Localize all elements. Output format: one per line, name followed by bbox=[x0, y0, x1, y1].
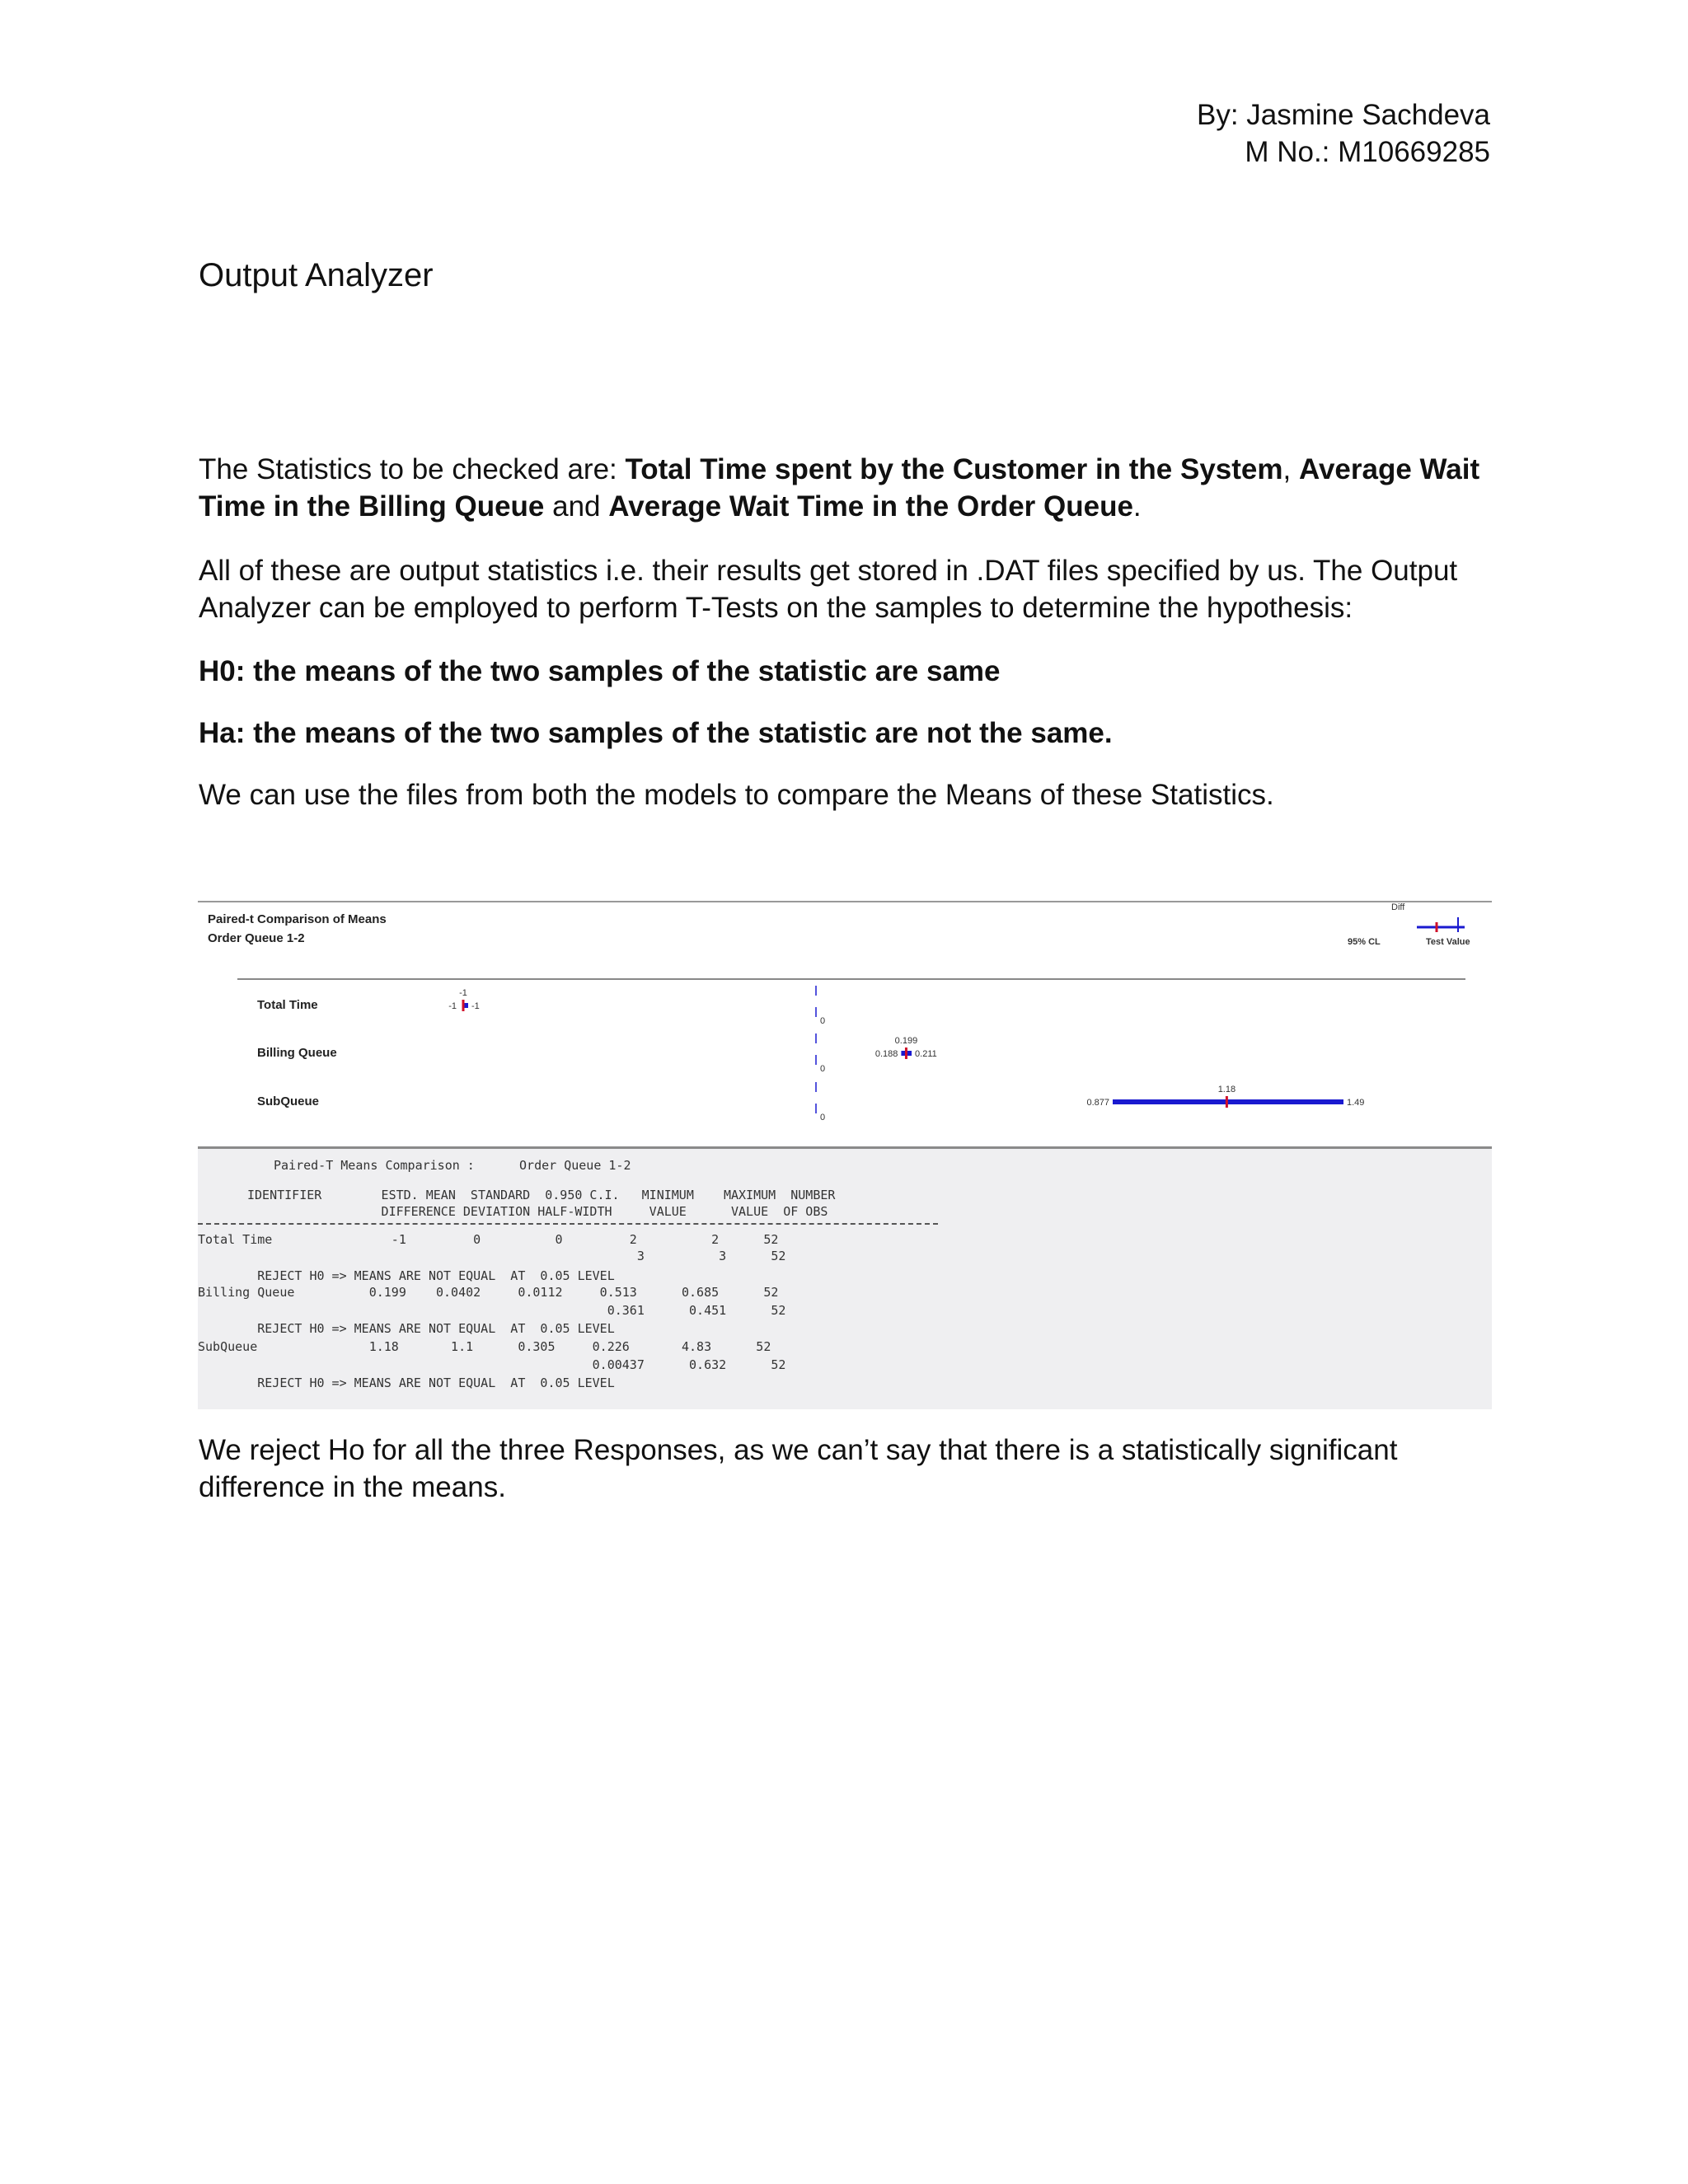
comparison-table bbox=[198, 1146, 1492, 1409]
author-block bbox=[1197, 96, 1490, 171]
plot-subtitle: Order Queue 1-2 bbox=[208, 931, 305, 945]
table-row: REJECT H0 => MEANS ARE NOT EQUAL AT 0.05 LEVEL bbox=[198, 1376, 615, 1390]
intro-text-1: The Statistics to be checked are: bbox=[199, 453, 626, 485]
table-row: REJECT H0 => MEANS ARE NOT EQUAL AT 0.05 LEVEL bbox=[198, 1268, 615, 1283]
table-row: 0.361 0.451 52 bbox=[198, 1303, 786, 1318]
author-mno: M No.: M10669285 bbox=[1245, 136, 1490, 168]
table-row: REJECT H0 => MEANS ARE NOT EQUAL AT 0.05 LEVEL bbox=[198, 1321, 615, 1336]
table-separator bbox=[198, 1223, 938, 1225]
intro-text-3: and bbox=[544, 490, 609, 523]
compare-paragraph: We can use the files from both the models to compare the Means of these Statistics. bbox=[199, 779, 1274, 811]
legend-diff: Diff bbox=[1391, 902, 1405, 912]
author-name: By: Jasmine Sachdeva bbox=[1196, 99, 1490, 131]
table-row: 0.00437 0.632 52 bbox=[198, 1357, 786, 1372]
test-value-label: 0 bbox=[820, 1113, 826, 1122]
row-label-subqueue: SubQueue bbox=[257, 1094, 320, 1108]
ci-low-label: -1 bbox=[448, 1001, 457, 1011]
ci-low-label: 0.188 bbox=[874, 1049, 898, 1059]
ci-high-label: 0.211 bbox=[915, 1049, 937, 1059]
explanation-paragraph: All of these are output statistics i.e. their results get stored in .DAT files specified by us. The Output Analyzer can be employed to perform T-Tests on the samples to determine the hypothesis: bbox=[199, 555, 1458, 624]
table-row: 3 3 52 bbox=[198, 1249, 786, 1263]
conclusion-paragraph: We reject Ho for all the three Responses, as we can’t say that there is a statistically significant difference in the means. bbox=[199, 1434, 1398, 1503]
row-label-billing-queue: Billing Queue bbox=[257, 1046, 337, 1060]
intro-paragraph bbox=[199, 451, 1493, 525]
table-title: Paired-T Means Comparison : Order Queue 1-2 bbox=[274, 1158, 631, 1173]
alt-hypothesis: Ha: the means of the two samples of the statistic are not the same. bbox=[199, 717, 1113, 749]
test-value-label: 0 bbox=[820, 1064, 826, 1074]
table-row: Billing Queue 0.199 0.0402 0.0112 0.513 0.685 52 bbox=[198, 1285, 779, 1300]
page-heading: Output Analyzer bbox=[199, 257, 434, 293]
table-header-2: DIFFERENCE DEVIATION HALF-WIDTH VALUE VALUE OF OBS bbox=[247, 1204, 828, 1219]
comparison-plot bbox=[198, 901, 1492, 1148]
ci-low-label: 0.877 bbox=[1086, 1098, 1109, 1108]
table-header-1: IDENTIFIER ESTD. MEAN STANDARD 0.950 C.I. MINIMUM MAXIMUM NUMBER bbox=[247, 1188, 836, 1202]
row-label-total-time: Total Time bbox=[257, 998, 318, 1012]
ci-high-label: -1 bbox=[471, 1001, 480, 1011]
mean-label: 1.18 bbox=[1217, 1085, 1236, 1094]
plot-title: Paired-t Comparison of Means bbox=[208, 912, 387, 926]
test-value-label: 0 bbox=[820, 1016, 826, 1026]
null-hypothesis: H0: the means of the two samples of the statistic are same bbox=[199, 655, 1001, 687]
table-row: SubQueue 1.18 1.1 0.305 0.226 4.83 52 bbox=[198, 1339, 771, 1354]
stat-billing-queue: Average Wait Time in the Billing Queue bbox=[199, 453, 1480, 523]
output-analyzer-figure bbox=[198, 901, 1492, 1407]
ci-high-label: 1.49 bbox=[1347, 1098, 1365, 1108]
legend-test-value: Test Value bbox=[1426, 937, 1470, 947]
mean-label: -1 bbox=[459, 988, 467, 998]
legend-ci: 95% CL bbox=[1348, 937, 1381, 947]
stat-total-time: Total Time spent by the Customer in the System bbox=[625, 453, 1283, 485]
table-row: Total Time -1 0 0 2 2 52 bbox=[198, 1232, 779, 1247]
comparison-marks bbox=[198, 902, 1492, 1148]
intro-text-4: . bbox=[1132, 490, 1142, 523]
intro-text-2: , bbox=[1282, 453, 1299, 485]
mean-label: 0.199 bbox=[894, 1036, 918, 1046]
stat-order-queue: Average Wait Time in the Order Queue bbox=[608, 490, 1133, 523]
